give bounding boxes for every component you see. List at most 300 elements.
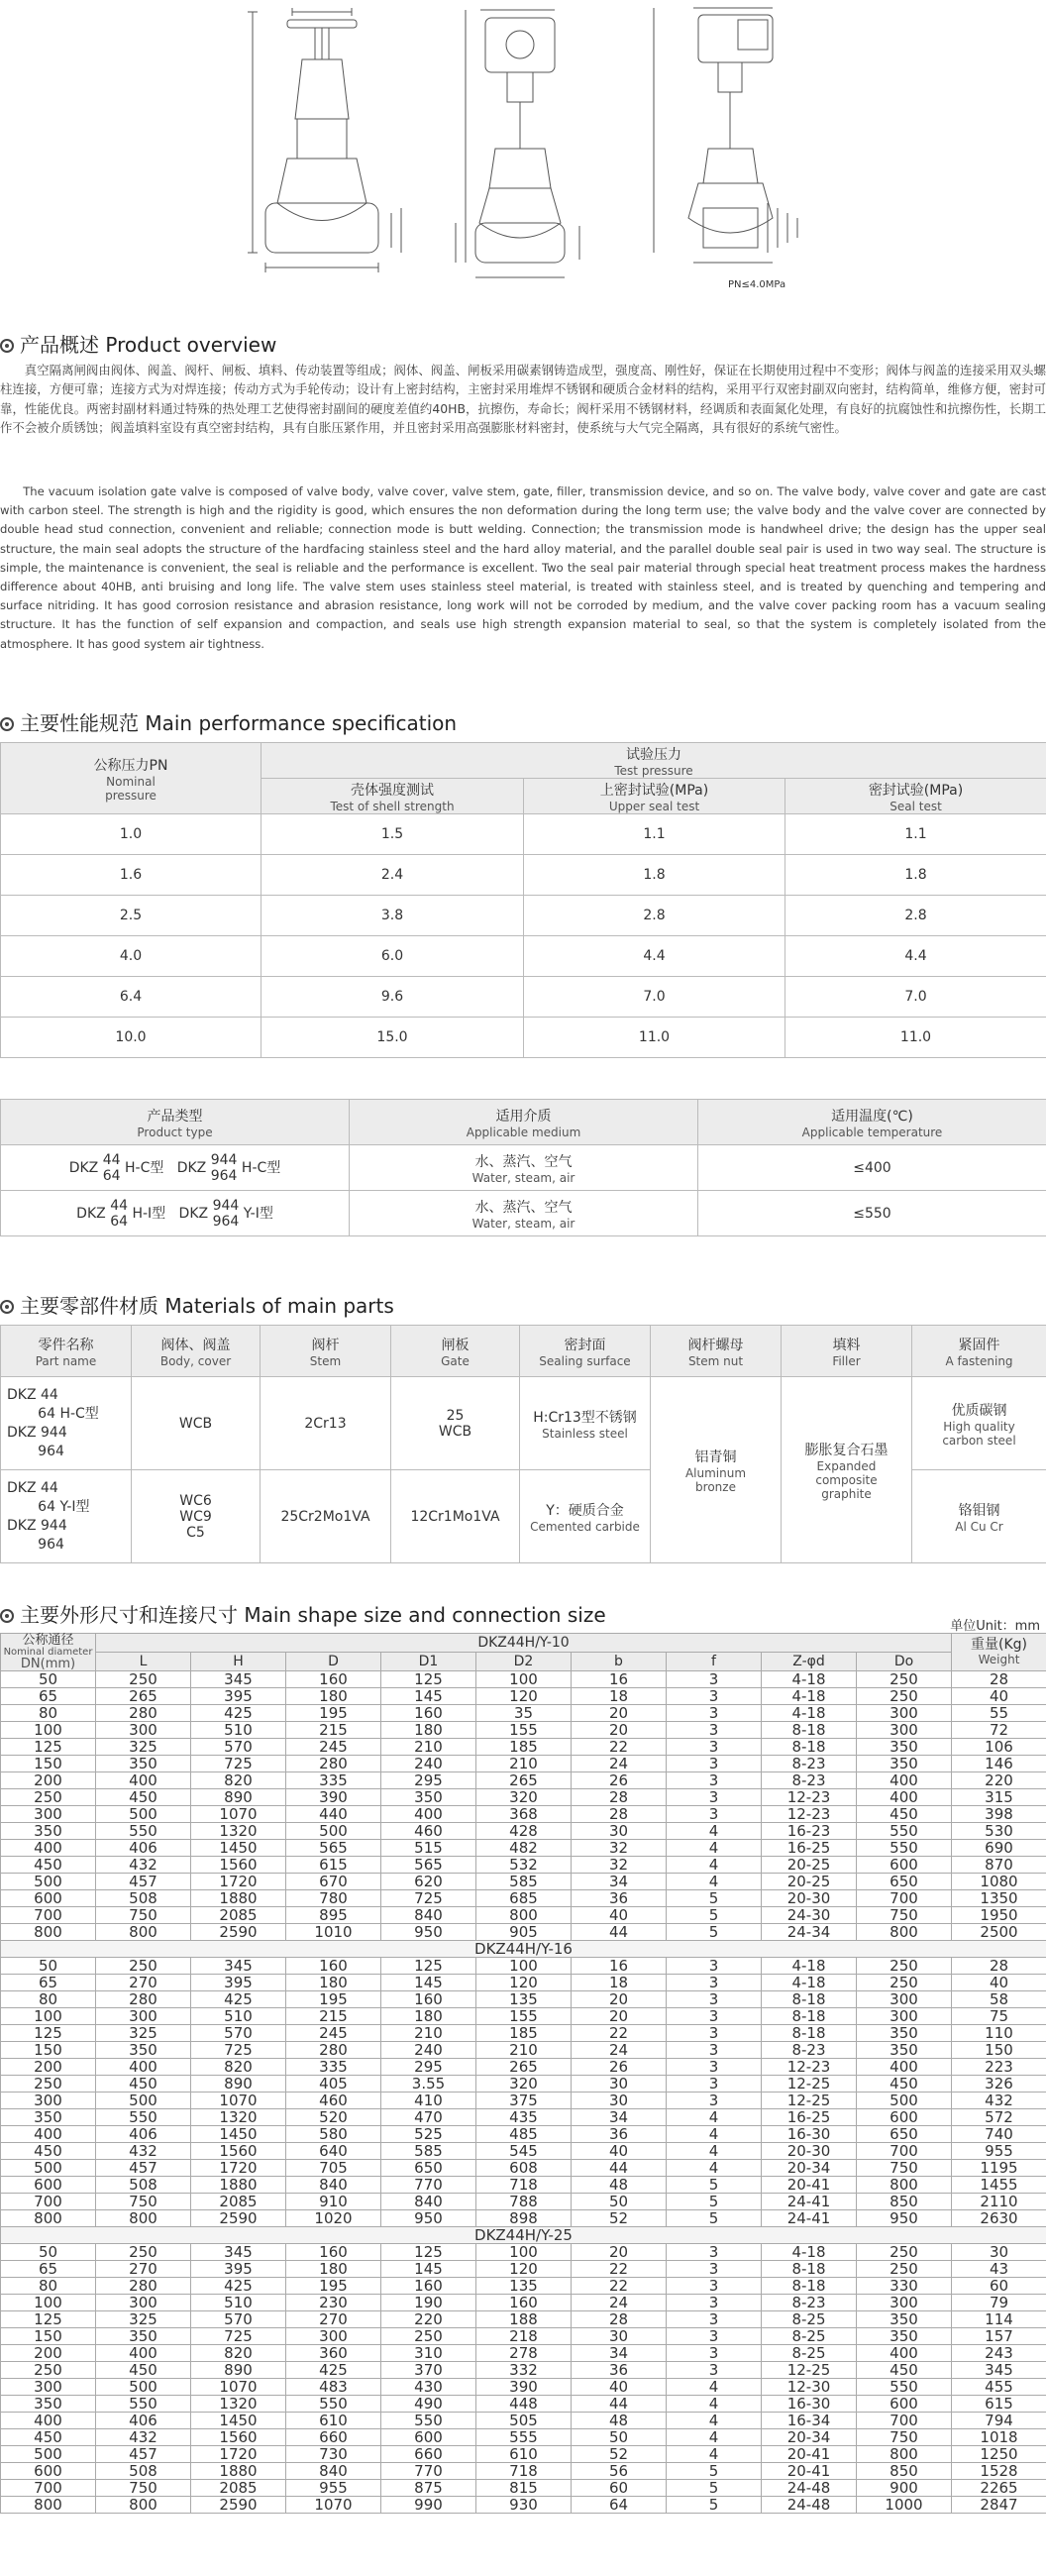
dimension-cell: 265 (476, 1772, 572, 1789)
dimension-cell: 440 (286, 1806, 381, 1823)
dimension-cell: 250 (857, 2261, 952, 2278)
dimension-cell: 3 (667, 2328, 762, 2345)
dimension-cell: 16-30 (762, 2126, 857, 2143)
dimension-row (1, 2413, 1046, 2429)
dimension-cell: 400 (381, 1806, 476, 1823)
dimension-cell: 8-18 (762, 1991, 857, 2008)
seal-cell: 2.8 (785, 896, 1046, 936)
dimension-cell: 4 (667, 2160, 762, 2177)
dimension-cell: 700 (1, 1907, 96, 1924)
dimension-cell: 106 (952, 1739, 1046, 1756)
dimension-cell: 195 (286, 1705, 381, 1722)
dimension-cell: 145 (381, 2261, 476, 2278)
dimension-cell: 3 (667, 2295, 762, 2311)
dimension-cell: 490 (381, 2396, 476, 2413)
dimension-cell: 146 (952, 1756, 1046, 1772)
dimension-cell: 48 (572, 2177, 667, 2194)
dimension-cell: 750 (857, 2429, 952, 2446)
shell-cell: 6.0 (262, 936, 524, 977)
dimension-cell: 1560 (191, 1857, 286, 1874)
dimension-cell: 278 (476, 2345, 572, 2362)
body-cell: WC6 WC9 C5 (132, 1470, 261, 1563)
dimension-cell: 565 (381, 1857, 476, 1874)
dimension-cell: 280 (96, 1991, 191, 2008)
dimension-cell: 770 (381, 2463, 476, 2480)
dimension-cell: 8-23 (762, 1772, 857, 1789)
dimension-row (1, 2194, 1046, 2210)
dimension-cell: 240 (381, 2042, 476, 2059)
dimension-cell: 52 (572, 2446, 667, 2463)
header-nominal-pressure: 公称压力PN Nominal pressure (1, 743, 262, 814)
dimension-cell: 4 (667, 1840, 762, 1857)
dimension-cell: 300 (96, 2008, 191, 2025)
dimension-cell: 295 (381, 1772, 476, 1789)
dimension-cell: 1950 (952, 1907, 1046, 1924)
dimension-row (1, 1756, 1046, 1772)
pn-cell: 4.0 (1, 936, 262, 977)
dimension-cell: 5 (667, 2480, 762, 2497)
temp-cell: ≤400 (698, 1145, 1046, 1191)
seal-cell: 7.0 (785, 977, 1046, 1018)
bullet-circle-icon (0, 1609, 14, 1623)
dimension-cell: 125 (381, 2244, 476, 2261)
dimension-cell: 43 (952, 2261, 1046, 2278)
dimension-cell: 457 (96, 2160, 191, 2177)
dimension-cell: 2847 (952, 2497, 1046, 2514)
dimension-row (1, 1722, 1046, 1739)
performance-row (1, 1018, 1046, 1058)
dimension-cell: 500 (1, 1874, 96, 1890)
dimension-cell: 265 (96, 1688, 191, 1705)
dimension-cell: 610 (286, 2413, 381, 2429)
dimension-cell: 3 (667, 2076, 762, 2093)
dimension-cell: 350 (857, 2042, 952, 2059)
dimension-cell: 400 (857, 2345, 952, 2362)
dimension-cell: 500 (857, 2093, 952, 2109)
upper-seal-cell: 11.0 (524, 1018, 785, 1058)
unit-label: 单位Unit：mm (950, 1619, 1040, 1634)
dimension-cell: 3 (667, 2025, 762, 2042)
dimension-cell: 350 (857, 1739, 952, 1756)
dimension-cell: 270 (96, 1975, 191, 1991)
dimension-cell: 3 (667, 1975, 762, 1991)
dimension-cell: 400 (857, 1789, 952, 1806)
dimension-cell: 40 (572, 2379, 667, 2396)
dimension-cell: 120 (476, 1688, 572, 1705)
dimensions-header-row (1, 1634, 1046, 1653)
dimension-cell: 250 (1, 1789, 96, 1806)
dimension-cell: 690 (952, 1840, 1046, 1857)
dimension-cell: 326 (952, 2076, 1046, 2093)
dimension-cell: 145 (381, 1975, 476, 1991)
dimension-cell: 24 (572, 2042, 667, 2059)
dimension-cell: 32 (572, 1840, 667, 1857)
dimension-cell: 20 (572, 2244, 667, 2261)
dimension-cell: 794 (952, 2413, 1046, 2429)
dimension-cell: 898 (476, 2210, 572, 2227)
dimension-cell: 5 (667, 2210, 762, 2227)
dimension-cell: 230 (286, 2295, 381, 2311)
dimension-cell: 700 (857, 2413, 952, 2429)
medium-cell: 水、蒸汽、空气 Water, steam, air (350, 1191, 698, 1236)
performance-row (1, 855, 1046, 896)
dimension-cell: 30 (572, 1823, 667, 1840)
dimension-row (1, 2109, 1046, 2126)
dimension-cell: 910 (286, 2194, 381, 2210)
dimension-row (1, 2396, 1046, 2413)
dimension-row (1, 2429, 1046, 2446)
fastening-cell: 优质碳钢 High quality carbon steel (912, 1377, 1046, 1470)
dimension-cell: 24 (572, 1756, 667, 1772)
part-cell: DKZ 44 64 Y-I型 DKZ 944 964 (1, 1470, 132, 1563)
dimension-cell: 718 (476, 2463, 572, 2480)
bullet-circle-icon (0, 717, 14, 731)
dimension-cell: 1560 (191, 2143, 286, 2160)
dimension-cell: 12-23 (762, 2059, 857, 2076)
dimension-cell: 20 (572, 2008, 667, 2025)
dimension-cell: 40 (572, 2143, 667, 2160)
dimension-cell: 265 (476, 2059, 572, 2076)
dimension-cell: 28 (572, 2311, 667, 2328)
dimension-cell: 160 (381, 2278, 476, 2295)
dimension-cell: 750 (857, 1907, 952, 1924)
dimension-cell: 3 (667, 2345, 762, 2362)
dimension-cell: 725 (381, 1890, 476, 1907)
dimension-cell: 585 (476, 1874, 572, 1890)
dimension-cell: 180 (286, 2261, 381, 2278)
dimension-cell: 432 (96, 1857, 191, 1874)
dimension-cell: 405 (286, 2076, 381, 2093)
dimension-cell: 22 (572, 2278, 667, 2295)
dimension-cell: 610 (476, 2446, 572, 2463)
dimension-cell: 500 (1, 2160, 96, 2177)
dimension-cell: 145 (381, 1688, 476, 1705)
dimension-cell: 300 (1, 2379, 96, 2396)
dimension-cell: 800 (1, 2210, 96, 2227)
dimension-cell: 245 (286, 1739, 381, 1756)
dimension-cell: 8-18 (762, 2008, 857, 2025)
dimension-cell: 155 (476, 1722, 572, 1739)
dimension-cell: 12-25 (762, 2093, 857, 2109)
dimension-row (1, 2210, 1046, 2227)
dimension-cell: 250 (857, 1671, 952, 1688)
dimension-cell: 300 (857, 1722, 952, 1739)
dimension-row (1, 1890, 1046, 1907)
material-row (1, 1377, 1046, 1470)
seal-cell: H:Cr13型不锈钢 Stainless steel (520, 1377, 651, 1470)
dimension-cell: 3 (667, 1688, 762, 1705)
dimension-cell: 1720 (191, 1874, 286, 1890)
dimension-cell: 990 (381, 2497, 476, 2514)
dimension-cell: 40 (952, 1688, 1046, 1705)
dimension-cell: 820 (191, 1772, 286, 1789)
material-header: 密封面 Sealing surface (520, 1326, 651, 1377)
dimension-cell: 1880 (191, 2463, 286, 2480)
dimension-cell: 4-18 (762, 1705, 857, 1722)
dimension-cell: 905 (476, 1924, 572, 1941)
dimension-cell: 215 (286, 2008, 381, 2025)
dimension-cell: 950 (381, 1924, 476, 1941)
dimension-cell: 20-41 (762, 2463, 857, 2480)
dimension-cell: 425 (286, 2362, 381, 2379)
dimension-cell: 44 (572, 2160, 667, 2177)
materials-heading-text: 主要零部件材质 Materials of main parts (20, 1294, 394, 1318)
dimension-cell: 250 (96, 1958, 191, 1975)
dimension-cell: 300 (96, 1722, 191, 1739)
fastening-cell: 铬钼钢 Al Cu Cr (912, 1470, 1046, 1563)
dimension-cell: 30 (572, 2093, 667, 2109)
header-temperature: 适用温度(℃) Applicable temperature (698, 1100, 1046, 1145)
dimension-cell: 410 (381, 2093, 476, 2109)
dimension-cell: 555 (476, 2429, 572, 2446)
dimension-cell: 4 (667, 2379, 762, 2396)
dimension-cell: 400 (1, 2413, 96, 2429)
dimension-cell: 1018 (952, 2429, 1046, 2446)
dimension-row (1, 1806, 1046, 1823)
dimension-cell: 28 (952, 1958, 1046, 1975)
dimension-row (1, 1874, 1046, 1890)
material-header: 阀杆 Stem (261, 1326, 391, 1377)
dimension-row (1, 1975, 1046, 1991)
dimension-cell: 155 (476, 2008, 572, 2025)
dimension-cell: 345 (191, 1671, 286, 1688)
dimension-cell: 4 (667, 2396, 762, 2413)
dimension-cell: 5 (667, 2177, 762, 2194)
dimension-cell: 8-25 (762, 2311, 857, 2328)
column-header: Do (857, 1653, 952, 1671)
dimension-cell: 210 (476, 2042, 572, 2059)
dimension-row (1, 2160, 1046, 2177)
dimension-cell: 22 (572, 1739, 667, 1756)
dimensions-heading (0, 1599, 606, 1628)
dimension-row (1, 1789, 1046, 1806)
dimension-cell: 30 (952, 2244, 1046, 2261)
dimension-cell: 1450 (191, 2126, 286, 2143)
dimension-cell: 1070 (286, 2497, 381, 2514)
dimension-cell: 545 (476, 2143, 572, 2160)
dimension-cell: 1350 (952, 1890, 1046, 1907)
dimension-cell: 65 (1, 2261, 96, 2278)
dimension-cell: 470 (381, 2109, 476, 2126)
dimension-cell: 3 (667, 1756, 762, 1772)
dimension-cell: 180 (381, 1722, 476, 1739)
valve-drawings-svg (0, 0, 1046, 297)
dimension-cell: 20 (572, 1705, 667, 1722)
materials-heading (0, 1290, 394, 1319)
dimension-cell: 705 (286, 2160, 381, 2177)
dimension-cell: 585 (381, 2143, 476, 2160)
dimension-cell: 50 (572, 2194, 667, 2210)
dimension-cell: 3.55 (381, 2076, 476, 2093)
dimension-cell: 22 (572, 2261, 667, 2278)
dimension-cell: 725 (191, 2328, 286, 2345)
dimension-cell: 780 (286, 1890, 381, 1907)
dimension-cell: 325 (96, 2311, 191, 2328)
dimension-cell: 315 (952, 1789, 1046, 1806)
dimension-cell: 12-23 (762, 1789, 857, 1806)
dimension-cell: 1720 (191, 2446, 286, 2463)
dimension-cell: 3 (667, 2362, 762, 2379)
dimensions-heading-text: 主要外形尺寸和连接尺寸 Main shape size and connection size (20, 1603, 606, 1627)
dimension-cell: 28 (572, 1806, 667, 1823)
dimension-cell: 250 (96, 2244, 191, 2261)
dimension-cell: 24-48 (762, 2497, 857, 2514)
dimension-cell: 370 (381, 2362, 476, 2379)
dimension-cell: 4-18 (762, 1958, 857, 1975)
dimension-row (1, 2244, 1046, 2261)
dimension-cell: 210 (476, 1756, 572, 1772)
dimension-cell: 608 (476, 2160, 572, 2177)
dimension-cell: 310 (381, 2345, 476, 2362)
dimension-cell: 1455 (952, 2177, 1046, 2194)
dimension-cell: 457 (96, 1874, 191, 1890)
drawing-handwheel-valve (248, 8, 401, 272)
dimension-cell: 3 (667, 1806, 762, 1823)
dimension-cell: 2590 (191, 2497, 286, 2514)
dimension-cell: 20-41 (762, 2446, 857, 2463)
performance-row (1, 814, 1046, 855)
dimension-cell: 2110 (952, 2194, 1046, 2210)
dimension-cell: 3 (667, 2059, 762, 2076)
dimension-cell: 520 (286, 2109, 381, 2126)
dimension-cell: 2085 (191, 2480, 286, 2497)
dimension-cell: 20 (572, 1991, 667, 2008)
dimension-cell: 700 (1, 2480, 96, 2497)
dimension-cell: 1020 (286, 2210, 381, 2227)
dimension-cell: 1880 (191, 1890, 286, 1907)
dimension-cell: 16-25 (762, 2109, 857, 2126)
dimension-cell: 450 (857, 2076, 952, 2093)
dimension-cell: 800 (857, 2177, 952, 2194)
header-upper-seal: 上密封试验(MPa) Upper seal test (524, 779, 785, 814)
dimension-cell: 390 (286, 1789, 381, 1806)
dimension-cell: 243 (952, 2345, 1046, 2362)
valve-drawings (0, 0, 1046, 297)
dimension-cell: 395 (191, 1688, 286, 1705)
dimension-cell: 20 (572, 1722, 667, 1739)
dimension-cell: 8-23 (762, 2295, 857, 2311)
dimension-cell: 5 (667, 1907, 762, 1924)
dimension-cell: 185 (476, 1739, 572, 1756)
dimension-cell: 120 (476, 2261, 572, 2278)
dimension-cell: 350 (96, 2328, 191, 2345)
dimension-row (1, 2446, 1046, 2463)
dimension-cell: 460 (286, 2093, 381, 2109)
dimension-cell: 800 (476, 1907, 572, 1924)
dimension-cell: 8-23 (762, 1756, 857, 1772)
dimension-row (1, 2379, 1046, 2396)
dimension-cell: 395 (191, 2261, 286, 2278)
dimension-cell: 150 (952, 2042, 1046, 2059)
dimension-cell: 34 (572, 2345, 667, 2362)
dimension-cell: 250 (857, 1958, 952, 1975)
dimension-cell: 425 (191, 2278, 286, 2295)
shell-cell: 15.0 (262, 1018, 524, 1058)
seal-cell: Y：硬质合金 Cemented carbide (520, 1470, 651, 1563)
dimension-cell: 890 (191, 2076, 286, 2093)
dimension-cell: 20-25 (762, 1857, 857, 1874)
dimension-cell: 5 (667, 2497, 762, 2514)
drawing-electric-valve (456, 10, 579, 277)
gate-cell: 25 WCB (391, 1377, 520, 1470)
dimension-cell: 32 (572, 1857, 667, 1874)
dimension-cell: 3 (667, 2008, 762, 2025)
filler-cell: 膨胀复合石墨 Expanded composite graphite (782, 1377, 912, 1563)
dimension-cell: 840 (381, 1907, 476, 1924)
dimension-cell: 280 (96, 2278, 191, 2295)
dimension-cell: 750 (96, 2480, 191, 2497)
dimension-cell: 1320 (191, 2396, 286, 2413)
dimension-row (1, 1840, 1046, 1857)
dimension-cell: 220 (952, 1772, 1046, 1789)
dimension-cell: 550 (857, 1823, 952, 1840)
dimension-cell: 200 (1, 2059, 96, 2076)
pn-cell: 1.6 (1, 855, 262, 896)
dimension-cell: 350 (96, 2042, 191, 2059)
dimension-cell: 840 (286, 2463, 381, 2480)
stem-cell: 25Cr2Mo1VA (261, 1470, 391, 1563)
header-medium: 适用介质 Applicable medium (350, 1100, 698, 1145)
dimension-cell: 406 (96, 2126, 191, 2143)
dimension-cell: 80 (1, 2278, 96, 2295)
dimension-cell: 450 (96, 2362, 191, 2379)
dimension-cell: 300 (857, 2008, 952, 2025)
dimension-cell: 360 (286, 2345, 381, 2362)
dimension-cell: 24-41 (762, 2210, 857, 2227)
dimension-cell: 700 (857, 1890, 952, 1907)
part-cell: DKZ 44 64 H-C型 DKZ 944 964 (1, 1377, 132, 1470)
dimension-cell: 12-23 (762, 1806, 857, 1823)
dimension-cell: 320 (476, 2076, 572, 2093)
pn-cell: 2.5 (1, 896, 262, 936)
dimension-row (1, 2362, 1046, 2379)
dimension-cell: 508 (96, 2177, 191, 2194)
dimension-row (1, 2076, 1046, 2093)
series-title: DKZ44H/Y-25 (1, 2227, 1046, 2244)
dimension-cell: 500 (96, 1806, 191, 1823)
dimension-cell: 28 (952, 1671, 1046, 1688)
overview-paragraph-zh: 真空隔离闸阀由阀体、阀盖、阀杆、闸板、填料、传动装置等组成；阀体、阀盖、闸板采用碳素钢铸造成型，强度高、刚性好，保证在长期使用过程中不变形；阀体与阀盖的连接采用双头螺柱连接，方便可靠；连接方式为对焊连接；传动方式为手轮传动；设计有上密封结构，主密封采用堆焊不锈钢和硬质合金材料的结构，采用平行双密封副双向密封，结构简单，维修方便，密封可靠，性能优良。两密封副材料通过特殊的热处理工艺使得密封副间的硬度差值约40HB，抗擦伤，寿命长；阀杆采用不锈钢材料，经调质和表面氮化处理，有良好的抗腐蚀性和抗擦伤性，长期工作不会被介质锈蚀；阀盖填料室设有真空密封结构，具有自胀压紧作用，并且密封采用高强膨胀材料密封，使系统与大气完全隔离，具有很好的系统气密性。 (0, 363, 1046, 436)
dimension-row (1, 2278, 1046, 2295)
dimension-cell: 160 (286, 2244, 381, 2261)
dimension-cell: 1880 (191, 2177, 286, 2194)
dimension-cell: 79 (952, 2295, 1046, 2311)
dimension-cell: 3 (667, 1739, 762, 1756)
dimension-cell: 460 (381, 1823, 476, 1840)
dimension-cell: 100 (1, 2008, 96, 2025)
dimension-cell: 660 (381, 2446, 476, 2463)
dimension-cell: 335 (286, 2059, 381, 2076)
dimension-cell: 120 (476, 1975, 572, 1991)
dimension-cell: 930 (476, 2497, 572, 2514)
dimension-cell: 52 (572, 2210, 667, 2227)
dimension-cell: 1070 (191, 1806, 286, 1823)
type-cell: DKZ 44 64 H-C型 DKZ 944 964 H-C型 (1, 1145, 350, 1191)
dimension-cell: 425 (191, 1991, 286, 2008)
dimension-cell: 660 (286, 2429, 381, 2446)
dimension-row (1, 2261, 1046, 2278)
dimension-cell: 188 (476, 2311, 572, 2328)
dimension-row (1, 1958, 1046, 1975)
dimension-cell: 325 (96, 1739, 191, 1756)
dimension-cell: 815 (476, 2480, 572, 2497)
dimension-cell: 650 (857, 1874, 952, 1890)
dimension-cell: 850 (857, 2194, 952, 2210)
dimension-cell: 600 (1, 2177, 96, 2194)
dimension-cell: 5 (667, 2194, 762, 2210)
dimension-cell: 500 (286, 1823, 381, 1840)
dimension-cell: 5 (667, 2463, 762, 2480)
